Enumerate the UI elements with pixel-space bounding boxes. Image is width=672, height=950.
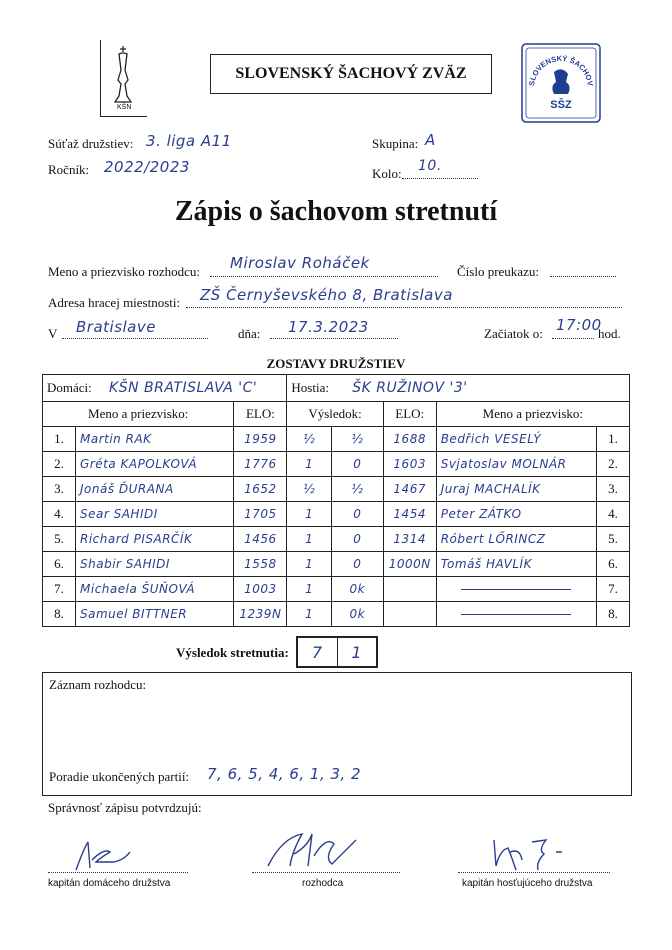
- home-player-elo: 1558: [234, 552, 287, 577]
- table-row: [43, 502, 630, 527]
- organization-title: SLOVENSKÝ ŠACHOVÝ ZVÄZ: [210, 54, 492, 94]
- away-player-elo: 1688: [383, 427, 436, 452]
- home-player-elo: 1705: [234, 502, 287, 527]
- card-field: [550, 262, 616, 277]
- home-player-name: Michaela ŠUŇOVÁ: [76, 577, 234, 602]
- table-row: [43, 427, 630, 452]
- table-row: [43, 602, 630, 627]
- home-player-name: Gréta KAPOLKOVÁ: [76, 452, 234, 477]
- home-player-name: Richard PISARČÍK: [76, 527, 234, 552]
- referee-signature: [262, 826, 372, 874]
- table-row: [43, 552, 630, 577]
- table-row: [43, 452, 630, 477]
- order-label: Poradie ukončených partií:: [49, 769, 190, 784]
- col-home-name: Meno a priezvisko:: [43, 402, 234, 427]
- board-number: 3.: [43, 477, 76, 502]
- home-player-result: 1: [287, 602, 332, 627]
- away-player-name: Svjatoslav MOLNÁR: [436, 452, 596, 477]
- away-player-name: Tomáš HAVLÍK: [436, 552, 596, 577]
- board-number-right: 2.: [597, 452, 630, 477]
- away-player-result: ½: [331, 477, 383, 502]
- referee-name-value: Miroslav Roháček: [230, 254, 370, 272]
- home-player-result: 1: [287, 577, 332, 602]
- home-player-elo: 1652: [234, 477, 287, 502]
- document-title: Zápis o šachovom stretnutí: [174, 196, 498, 227]
- date-label: dňa:: [238, 326, 261, 341]
- board-number-right: 5.: [597, 527, 630, 552]
- away-player-elo: 1314: [383, 527, 436, 552]
- board-number: 6.: [43, 552, 76, 577]
- lineups-heading: ZOSTAVY DRUŽSTIEV: [266, 356, 406, 371]
- away-player-result: 0: [331, 527, 383, 552]
- home-player-result: 1: [287, 452, 332, 477]
- column-header-row: [43, 402, 630, 427]
- start-value: 17:00: [556, 316, 602, 334]
- round-value: 10.: [418, 158, 442, 174]
- away-player-result: 0: [331, 552, 383, 577]
- board-number-right: 7.: [597, 577, 630, 602]
- away-player-name: Peter ZÁTKO: [436, 502, 596, 527]
- away-team: ŠK RUŽINOV '3': [352, 380, 468, 396]
- home-player-result: ½: [287, 427, 332, 452]
- away-player-elo: 1000N: [383, 552, 436, 577]
- away-player-result: ½: [331, 427, 383, 452]
- hour-label: hod.: [598, 326, 621, 341]
- competition-value: 3. liga A11: [146, 132, 232, 150]
- lineups-table: [42, 374, 630, 627]
- col-away-elo: ELO:: [383, 402, 436, 427]
- home-player-elo: 1456: [234, 527, 287, 552]
- board-number: 8.: [43, 602, 76, 627]
- board-number: 2.: [43, 452, 76, 477]
- away-player-name: [436, 577, 596, 602]
- board-number-right: 1.: [597, 427, 630, 452]
- away-player-name: Juraj MACHALÍK: [436, 477, 596, 502]
- logo-right-abbr: SŠZ: [550, 99, 572, 111]
- away-player-name: Bedřich VESELÝ: [436, 427, 596, 452]
- confirm-label: Správnosť zápisu potvrdzujú:: [48, 800, 202, 815]
- referee-name-label: Meno a priezvisko rozhodcu:: [48, 264, 200, 279]
- home-player-result: 1: [287, 527, 332, 552]
- away-captain-signature: [486, 830, 576, 878]
- round-label: Kolo:: [372, 166, 402, 181]
- home-player-elo: 1003: [234, 577, 287, 602]
- competition-label: Súťaž družstiev:: [48, 136, 134, 151]
- away-player-name: [436, 602, 596, 627]
- home-player-elo: 1776: [234, 452, 287, 477]
- teams-row: [43, 375, 630, 402]
- away-player-result: 0: [331, 502, 383, 527]
- home-team: KŠN BRATISLAVA 'C': [109, 380, 258, 396]
- result-home: 7: [298, 638, 338, 666]
- home-player-result: 1: [287, 502, 332, 527]
- board-number: 5.: [43, 527, 76, 552]
- table-row: [43, 527, 630, 552]
- result-away: 1: [351, 642, 363, 662]
- home-player-name: Martin RAK: [76, 427, 234, 452]
- home-player-name: Sear SAHIDI: [76, 502, 234, 527]
- order-value: 7, 6, 5, 4, 6, 1, 3, 2: [207, 765, 362, 783]
- home-player-result: 1: [287, 552, 332, 577]
- board-number: 1.: [43, 427, 76, 452]
- board-number-right: 4.: [597, 502, 630, 527]
- logo-left-label: KŠN: [117, 104, 132, 111]
- result-label: Výsledok stretnutia:: [176, 645, 289, 660]
- away-player-name: Róbert LŐRINCZ: [436, 527, 596, 552]
- date-value: 17.3.2023: [288, 318, 369, 336]
- table-row: [43, 477, 630, 502]
- home-player-name: Jonáš ĎURANA: [76, 477, 234, 502]
- referee-label: rozhodca: [302, 878, 344, 889]
- table-row: [43, 577, 630, 602]
- card-label: Číslo preukazu:: [457, 264, 539, 279]
- group-label: Skupina:: [372, 136, 419, 151]
- away-player-result: 0k: [331, 577, 383, 602]
- away-label: Hostia:: [291, 380, 329, 395]
- ssz-logo: [518, 40, 604, 126]
- away-player-elo: 1467: [383, 477, 436, 502]
- captain-home-label: kapitán domáceho družstva: [48, 878, 171, 889]
- col-home-elo: ELO:: [234, 402, 287, 427]
- board-number-right: 6.: [597, 552, 630, 577]
- record-label: Záznam rozhodcu:: [49, 677, 147, 692]
- address-value: ZŠ Černyševského 8, Bratislava: [200, 286, 453, 304]
- away-player-elo: 1454: [383, 502, 436, 527]
- knight-icon: [552, 69, 569, 94]
- away-player-elo: [383, 577, 436, 602]
- home-player-result: ½: [287, 477, 332, 502]
- col-away-name: Meno a priezvisko:: [436, 402, 629, 427]
- group-value: A: [425, 131, 436, 149]
- place-value: Bratislave: [76, 318, 156, 336]
- home-player-name: Samuel BITTNER: [76, 602, 234, 627]
- year-value: 2022/2023: [104, 158, 190, 176]
- address-label: Adresa hracej miestnosti:: [48, 295, 181, 310]
- board-number-right: 3.: [597, 477, 630, 502]
- match-result: [296, 636, 378, 668]
- home-player-elo: 1239N: [234, 602, 287, 627]
- col-result: Výsledok:: [287, 402, 383, 427]
- home-player-name: Shabir SAHIDI: [76, 552, 234, 577]
- away-player-elo: [383, 602, 436, 627]
- year-label: Ročník:: [48, 162, 90, 177]
- away-player-result: 0k: [331, 602, 383, 627]
- home-player-elo: 1959: [234, 427, 287, 452]
- logo-right-ring-text: SLOVENSKÝ ŠACHOV: [527, 53, 595, 87]
- board-number-right: 8.: [597, 602, 630, 627]
- place-label: V: [48, 326, 58, 341]
- board-number: 7.: [43, 577, 76, 602]
- referee-record-box: [42, 672, 632, 796]
- captain-away-label: kapitán hosťujúceho družstva: [462, 878, 593, 889]
- home-label: Domáci:: [47, 380, 92, 395]
- start-label: Začiatok o:: [484, 326, 543, 341]
- kšn-logo: [100, 40, 147, 117]
- away-player-elo: 1603: [383, 452, 436, 477]
- away-player-result: 0: [331, 452, 383, 477]
- board-number: 4.: [43, 502, 76, 527]
